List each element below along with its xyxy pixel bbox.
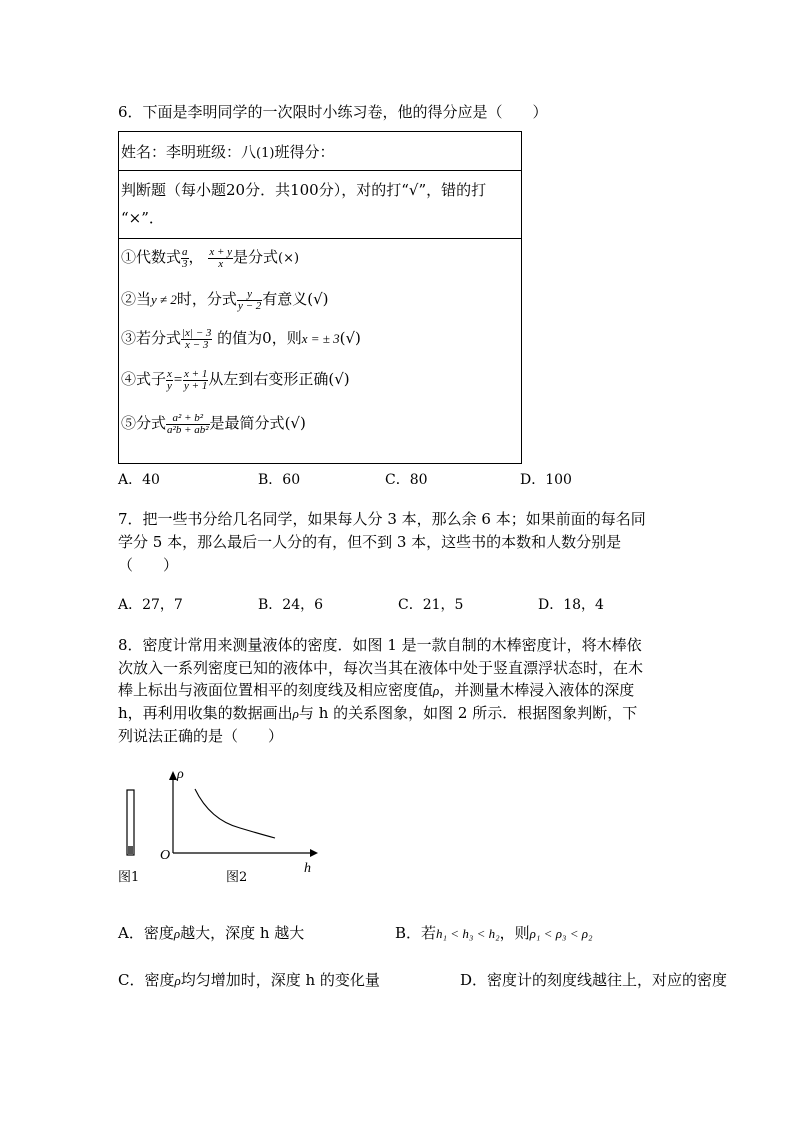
- fraction: [208, 247, 233, 270]
- quiz-item-4: [121, 368, 350, 392]
- fraction: [237, 289, 262, 312]
- frac-numerator: x + 1: [184, 367, 208, 380]
- q7-option-b[interactable]: B．24，6: [258, 597, 324, 613]
- x-axis-arrow: [310, 849, 318, 857]
- q8-option-c[interactable]: [118, 969, 380, 990]
- answer-mark: (√): [284, 414, 306, 432]
- item-tail: 从左到右变形正确: [208, 370, 329, 388]
- q8-option-b[interactable]: [395, 922, 592, 943]
- opt-b-result: ρ₁ < ρ₃ < ρ₂: [529, 926, 593, 941]
- opt-a-text: A．密度: [118, 924, 174, 942]
- quiz-item-5: [121, 412, 306, 436]
- q8-line-5: 列说法正确的是（ ）: [118, 727, 284, 745]
- quiz-item-1: [121, 246, 299, 270]
- rho-symbol: ρ: [173, 926, 181, 941]
- frac-denominator: x: [208, 258, 233, 270]
- quiz-item-2: [121, 288, 329, 312]
- q7-option-c[interactable]: C．21，5: [398, 597, 464, 613]
- origin-label: O: [160, 848, 171, 863]
- quiz-header-row: [119, 132, 521, 171]
- q7-option-a[interactable]: A．27，7: [118, 597, 183, 613]
- opt-c-tail: 均匀增加时，深度 h 的变化量: [180, 971, 380, 989]
- frac-numerator: a: [182, 245, 188, 258]
- q6-stem: 6．下面是李明同学的一次限时小练习卷，他的得分应是（ ）: [118, 103, 548, 121]
- equals-sign: =: [172, 372, 184, 388]
- item-tail: 是分式: [233, 248, 279, 266]
- equation: x = ± 3: [301, 331, 340, 346]
- q8-line-3-b: ，并测量木棒浸入液体的深度: [439, 681, 635, 699]
- q8-line-3-a: 棒上标出与液面位置相平的刻度线及相应密度值: [118, 681, 434, 699]
- q7-line-2: 学分 5 本，那么最后一人分的有，但不到 3 本，这些书的本数和人数分别是: [118, 533, 622, 551]
- separator: ，: [188, 248, 204, 266]
- frac-numerator: a² + b²: [172, 411, 204, 424]
- item-lead: ④式子: [121, 370, 167, 388]
- instruction-line-1: 判断题（每小题20分．共100分），对的打“√”，错的打: [121, 181, 487, 199]
- item-lead: ⑤分式: [121, 414, 167, 432]
- frac-denominator: y: [167, 379, 172, 392]
- item-mid: 时，分式: [176, 290, 237, 308]
- q7-line-3: （ ）: [118, 556, 179, 574]
- q7-option-d[interactable]: D．18，4: [538, 597, 604, 613]
- q7-line-1: 7．把一些书分给几名同学，如果每人分 3 本，那么余 6 本；如果前面的每名同: [118, 510, 646, 528]
- answer-mark: (×): [278, 251, 300, 266]
- item-lead: ②当: [121, 290, 152, 308]
- q8-option-d[interactable]: D．密度计的刻度线越往上，对应的密度: [460, 971, 728, 989]
- opt-b-mid: ，则: [499, 924, 530, 942]
- item-mid: 的值为0，则: [217, 329, 302, 347]
- item-lead: ①代数式: [121, 248, 182, 266]
- rho-symbol: ρ: [174, 973, 181, 988]
- figure-1-label: 图1: [118, 870, 140, 885]
- frac-denominator: 3: [182, 257, 188, 270]
- answer-mark: (√): [328, 370, 350, 388]
- header-tail: 班得分：: [274, 143, 335, 161]
- q6-option-c[interactable]: C．80: [385, 472, 428, 488]
- header-class: (1): [256, 146, 275, 161]
- q8-line-4: [118, 702, 637, 723]
- quiz-header: [121, 141, 334, 162]
- q6-option-b[interactable]: B．60: [258, 472, 301, 488]
- q8-line-1: 8．密度计常用来测量液体的密度．如图 1 是一款自制的木棒密度计，将木棒依: [118, 636, 642, 654]
- fraction: [181, 328, 212, 351]
- frac-numerator: x + y: [209, 245, 232, 258]
- opt-b-condition: h₁ < h₃ < h₂: [436, 926, 500, 941]
- q8-line-3: [118, 679, 634, 700]
- quiz-table: [118, 131, 522, 464]
- opt-a-tail: 越大，深度 h 越大: [180, 924, 305, 942]
- wooden-stick: [127, 790, 134, 855]
- item-tail: 是最简分式: [209, 414, 285, 432]
- x-axis-label: h: [304, 861, 311, 876]
- opt-b-text: B．若: [395, 924, 437, 942]
- answer-mark: (√): [339, 329, 361, 347]
- q8-line-4-a: h，再利用收集的数据画出: [118, 704, 293, 722]
- figure-2-label: 图2: [226, 870, 248, 885]
- item-lead: ③若分式: [121, 329, 182, 347]
- q8-line-2: 次放入一系列密度已知的液体中，每次当其在液体中处于竖直漂浮状态时，在木: [118, 659, 644, 677]
- rho-h-curve: [195, 789, 275, 838]
- rho-symbol: ρ: [292, 706, 299, 721]
- frac-denominator: a²b + ab²: [167, 423, 209, 436]
- rho-symbol: ρ: [433, 683, 440, 698]
- frac-denominator: y + 1: [184, 379, 208, 392]
- frac-denominator: x − 3: [181, 339, 212, 351]
- q8-line-4-b: 与 h 的关系图象，如图 2 所示．根据图象判断，下: [298, 704, 638, 722]
- header-text: 姓名：李明班级：八: [121, 143, 257, 161]
- q8-option-a[interactable]: [118, 922, 304, 943]
- item-tail: 有意义: [262, 290, 308, 308]
- opt-c-text: C．密度: [118, 971, 175, 989]
- stick-weight: [128, 846, 133, 854]
- fraction: [166, 369, 173, 392]
- fraction: [183, 369, 208, 392]
- condition: y ≠ 2: [151, 292, 177, 307]
- y-axis-label: ρ: [177, 767, 184, 782]
- answer-mark: (√): [307, 290, 329, 308]
- frac-numerator: x: [167, 367, 172, 380]
- frac-numerator: |x| − 3: [182, 326, 212, 339]
- q6-option-d[interactable]: D．100: [520, 472, 572, 488]
- fraction: [166, 413, 210, 436]
- quiz-instruction-row: [119, 170, 521, 239]
- frac-numerator: y: [247, 287, 253, 300]
- q8-figures: [110, 760, 330, 890]
- quiz-item-3: [121, 327, 361, 351]
- frac-denominator: y − 2: [237, 299, 262, 312]
- instruction-line-2: “×”．: [121, 209, 164, 227]
- fraction: [181, 247, 189, 270]
- y-axis-arrow: [169, 771, 177, 780]
- q6-option-a[interactable]: A．40: [118, 472, 160, 488]
